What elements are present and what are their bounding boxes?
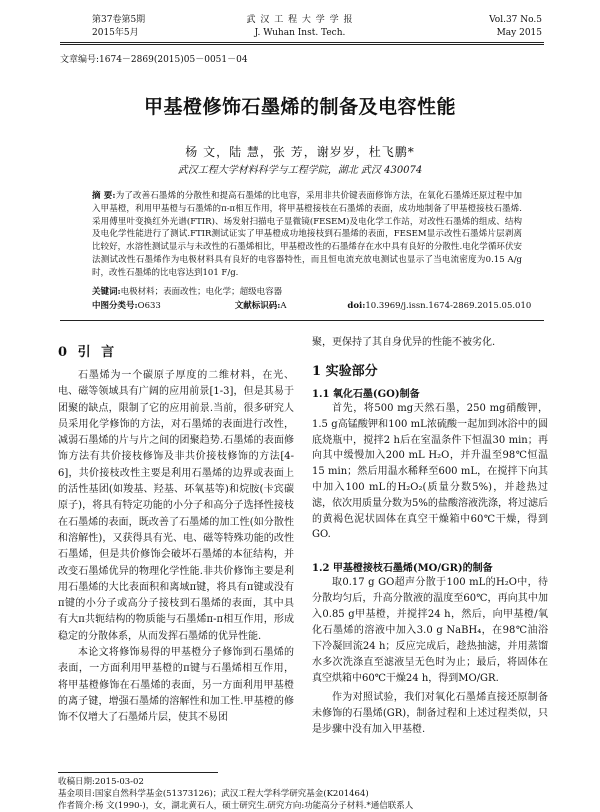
author-list: 杨 文，陆 慧，张 芳，谢岁岁，杜飞鹏*	[185, 145, 415, 159]
abstract-rule	[60, 320, 544, 321]
journal-volume: 第37卷第5期	[92, 15, 146, 25]
control-experiment	[312, 690, 548, 738]
journal-name-en: J. Wuhan Inst. Tech.	[254, 28, 346, 38]
journal-date-en: May 2015	[496, 28, 542, 38]
doc-code-label: 文献标识码:	[234, 301, 281, 311]
doi-label: doi:	[347, 301, 366, 311]
intro-body	[58, 368, 294, 727]
received-date: 收稿日期:2015-03-02	[58, 777, 144, 787]
paper-title: 甲基橙修饰石墨烯的制备及电容性能	[143, 96, 456, 118]
subsection-mo-text: 取0.17 g GO超声分散于100 mL的H₂O中，待分散均匀后，升高分散液的温度至60℃，再向其中加入0.85 g甲基橙，并搅拌24 h，然后，向甲基橙/氧化石墨烯的溶液中加入3.0 g NaBH₄，在98℃油浴下冷凝回流24 h；反应完成后，趁热抽滤，并用蒸馏水多次洗涤直至滤液呈无色时为止；最后，将固体在真空烘箱中60℃干燥24 h，得到MO/GR.	[312, 577, 548, 684]
intro-heading: 0 引 言	[58, 345, 118, 360]
doc-code: A	[280, 301, 287, 311]
affiliation: 武汉工程大学材料科学与工程学院，湖北 武汉 430074	[177, 165, 423, 176]
subsection-mo-body	[312, 575, 548, 687]
journal-volume-en: Vol.37 No.5	[489, 15, 542, 25]
keywords-text: 电极材料；表面改性；电化学；超级电容器	[120, 287, 283, 297]
intro-paragraph: 本论文将修饰易得的甲基橙分子修饰到石墨烯的表面，一方面利用甲基橙的π键与石墨烯相互作用，将甲基橙修饰在石墨烯的表面，另一方面利用甲基橙的离子键，增强石墨烯的溶解性和加工性.甲基橙的修饰不仅增大了石墨烯片层，使其不易团	[58, 647, 294, 724]
subsection-go-heading: 1.1 氧化石墨(GO)制备	[312, 389, 420, 400]
intro-paragraph: 石墨烯为一个碳原子厚度的二维材料，在光、电、磁等领域具有广阔的应用前景[1-3]，但是其易于团聚的缺点，限制了它的应用前景.当前，很多研究人员采用化学修饰的方法，对石墨烯的表面进行改性，减弱石墨烯的片与片之间的团聚趋势.石墨烯的表面修饰方法有共价接枝修饰及非共价接枝修饰的方法[4-6]，共价接枝改性主要是利用石墨烯的边界或表面上的活性基团(如羧基、羟基、环氧基等)和烷胺(卡宾碳原子)，将具有特定功能的小分子和高分子选择性接枝在石墨烯的表面，既改善了石墨烯的加工性(如分散性和溶解性)，又获得具有光、电、磁等特殊功能的改性石墨烯，但是共价修饰会破坏石墨烯的本征结构，并改变石墨烯优异的物理化学性能.非共价修饰主要是利用石墨烯的大比表面积和离域π键，将具有π键或没有π键的小分子或高分子接枝到石墨烯的表面，其中具有大π共轭结构的物质能与石墨烯π-π相互作用，形成稳定的分散体系，从而发挥石墨烯的优异性能.	[58, 370, 294, 642]
intro-continuation: 聚，更保持了其自身优异的性能不被劣化.	[312, 337, 496, 348]
journal-name-cn: 武 汉 工 程 大 学 学 报	[246, 15, 354, 25]
header-rule	[60, 42, 544, 43]
journal-date: 2015年5月	[92, 28, 139, 38]
subsection-go-text: 首先，将500 mg天然石墨，250 mg硝酸钾，1.5 g高锰酸钾和100 mL浓硫酸一起加到冰浴中的圆底烧瓶中，搅拌2 h后在室温条件下恒温30 min；再向其中缓慢加入200 mL H₂O，并升温至98℃恒温15 min；然后用温水稀释至600 mL，在搅拌下向其中加入100 mL的H₂O₂(质量分数5%)，并趁热过滤，依次用质量分数为5%的盐酸溶液洗涤，将过滤后的黄褐色泥状固体在真空干燥箱中60℃干燥，得到GO.	[312, 403, 548, 541]
keywords	[92, 286, 522, 298]
article-number: 文章编号:1674－2869(2015)05－0051－04	[60, 55, 248, 65]
footnote-rule	[58, 772, 218, 773]
subsection-go-body	[312, 401, 548, 543]
abstract-text: 为了改善石墨烯的分散性和提高石墨烯的比电容，采用非共价键表面修饰方法，在氧化石墨烯还原过程中加入甲基橙，利用甲基橙与石墨烯的π-π相互作用，将甲基橙接枝在石墨烯的表面，成功地制备了甲基橙接枝石墨烯.采用傅里叶变换红外光谱(FTIR)、场发射扫描电子显微镜(FESEM)及电化学工作站，对改性石墨烯的组成、结构及电化学性能进行了测试.FTIR测试证实了甲基橙成功地接枝到石墨烯的表面，FESEM显示改性石墨烯片层剥离比较好，水溶性测试显示与未改性的石墨烯相比，甲基橙改性的石墨烯存在水中具有良好的分散性.电化学循环伏安法测试改性石墨烯作为电极材料具有良好的电容器特性，而且恒电流充放电测试也显示了当电流密度为0.15 A/g时，改性石墨烯的比电容达到101 F/g.	[92, 191, 522, 278]
header-rule-double	[60, 44, 544, 45]
classification-line	[92, 300, 552, 312]
clc-label: 中图分类号:	[92, 301, 138, 311]
experiment-heading: 1 实验部分	[312, 364, 378, 379]
abstract	[92, 190, 522, 280]
clc-code: O633	[137, 301, 161, 311]
subsection-mo-heading: 1.2 甲基橙接枝石墨烯(MO/GR)的制备	[312, 563, 493, 574]
keywords-label: 关键词:	[92, 287, 121, 297]
doi: 10.3969/j.issn.1674-2869.2015.05.010	[365, 301, 532, 311]
abstract-label: 摘 要:	[92, 191, 116, 201]
control-experiment-text: 作为对照试验，我们对氧化石墨烯直接还原制备未修饰的石墨烯(GR)，制备过程和上述过程类似，只是步骤中没有加入甲基橙.	[312, 692, 548, 735]
author-bio: 作者简介:杨 文(1990-)，女，湖北黄石人，硕士研究生.研究方向:功能高分子材料.*通信联系人	[58, 801, 414, 811]
fund-info: 基金项目:国家自然科学基金(51373126)；武汉工程大学科学研究基金(K201464)	[58, 789, 369, 799]
